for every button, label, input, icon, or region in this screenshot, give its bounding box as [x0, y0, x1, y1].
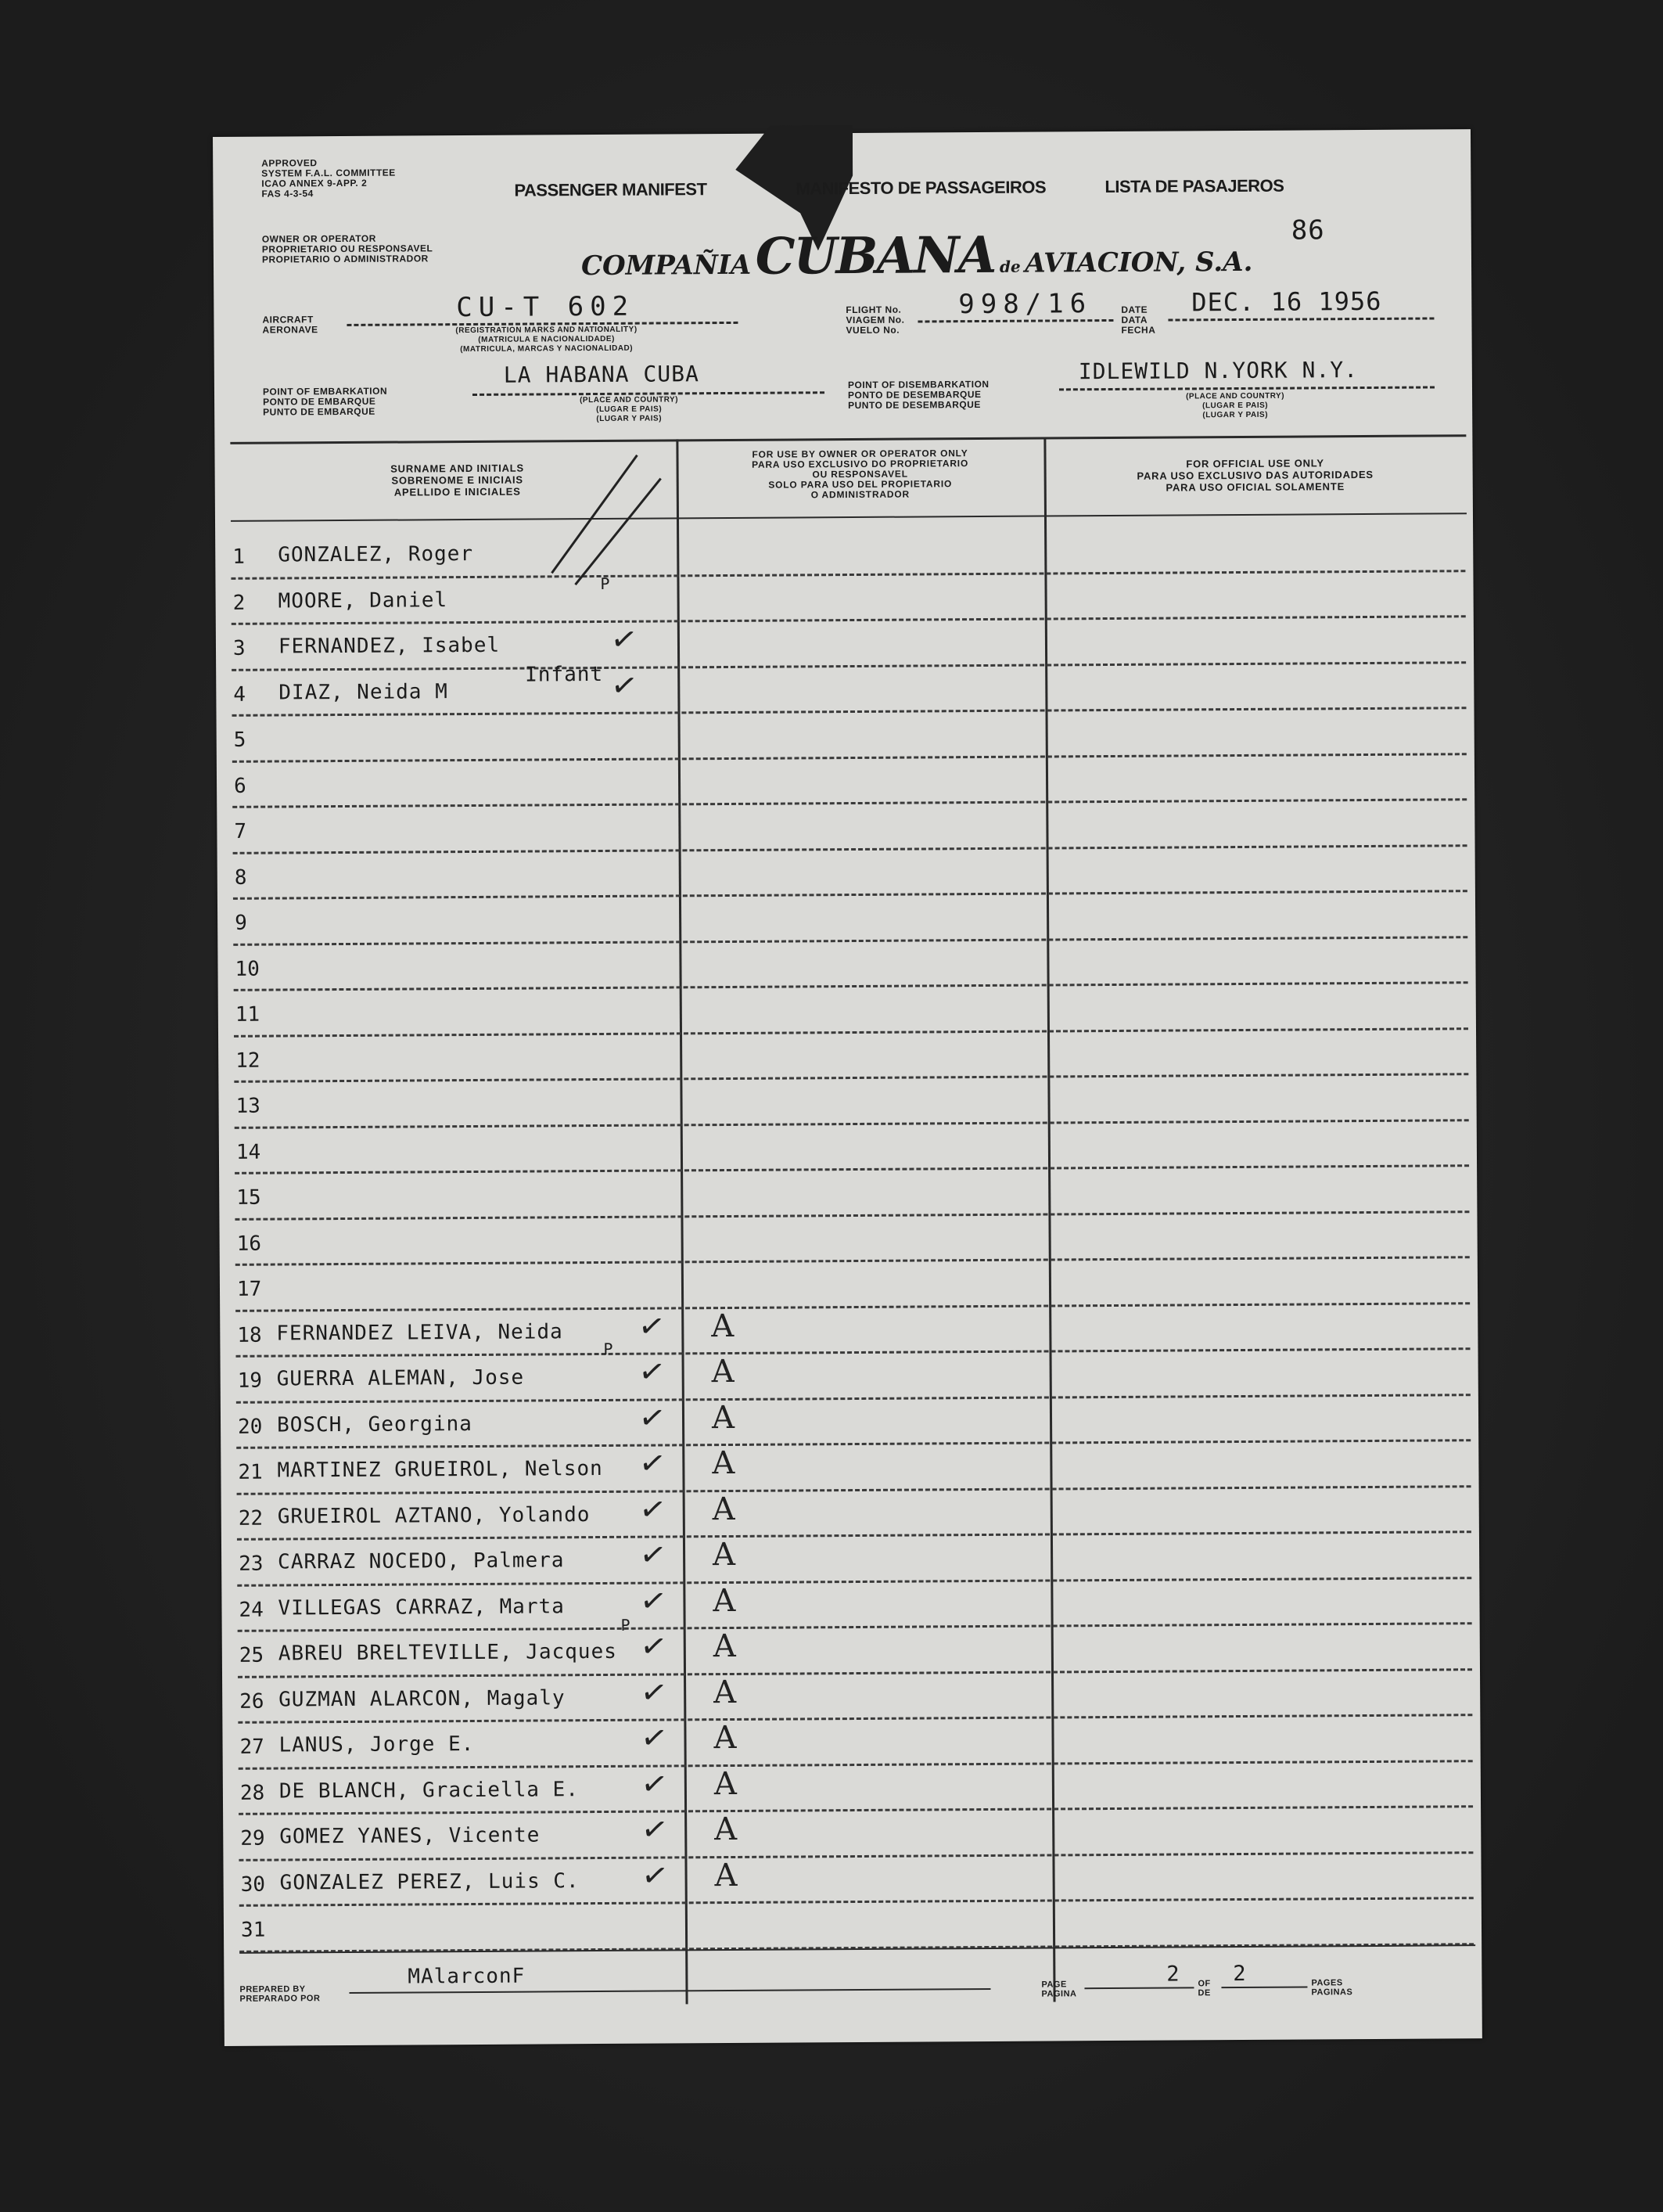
aircraft-label [262, 315, 318, 335]
row-number: 20 [237, 1415, 263, 1439]
disembarkation-label [848, 379, 990, 411]
date-label-es: FECHA [1121, 324, 1156, 336]
row-number: 6 [233, 774, 246, 798]
passenger-name: GUZMAN ALARCON, Magaly [278, 1685, 566, 1712]
disembarkation-sub: (LUGAR Y PAIS) [1202, 410, 1269, 420]
embarkation-value: LA HABANA CUBA [503, 361, 699, 388]
checkmark-icon: ✓ [636, 1352, 668, 1393]
prepared-label-es: PREPARADO POR [239, 1994, 321, 2004]
p-mark-row1: P [600, 574, 610, 593]
row-number: 12 [235, 1048, 260, 1073]
row-number: 2 [232, 591, 246, 615]
date-value: DEC. 16 1956 [1191, 286, 1382, 318]
embarkation-sublabels [543, 395, 715, 424]
operator-mark: A [711, 1353, 735, 1390]
row-number: 22 [238, 1506, 264, 1530]
row-rule [238, 1622, 1472, 1632]
column-divider-1 [676, 439, 688, 2004]
logo-compania: COMPAÑIA [580, 249, 752, 282]
row-number: 18 [237, 1323, 262, 1347]
pages-label [1311, 1978, 1352, 1997]
checkmark-icon: ✓ [638, 1672, 670, 1713]
row-number: 29 [240, 1826, 265, 1851]
flight-label-es: VUELO No. [846, 324, 900, 336]
column-divider-2 [1043, 437, 1055, 2002]
row-number: 8 [234, 865, 247, 890]
p-mark-row25: P [620, 1615, 630, 1635]
checkmark-icon: ✓ [638, 1627, 670, 1667]
row-rule [232, 707, 1467, 717]
checkmark-icon: ✓ [608, 665, 641, 706]
row-rule [235, 1302, 1470, 1312]
page-underline [1084, 1987, 1194, 1989]
infant-note: Infant [525, 662, 604, 687]
checkmark-icon: ✓ [637, 1489, 669, 1530]
column-header-line: PARA USO EXCLUSIVO DO PROPRIETARIO [752, 458, 969, 470]
prepared-label-en: PREPARED BY [239, 1984, 306, 1994]
row-rule [233, 936, 1467, 946]
aircraft-label-es: AERONAVE [262, 324, 318, 336]
logo-aviacion: AVIACION, S.A. [1025, 246, 1253, 279]
row-rule [239, 1760, 1473, 1770]
row-rule [234, 1073, 1468, 1083]
pages-label-es: PAGINAS [1311, 1987, 1353, 1998]
disembarkation-label-es: PUNTO DE DESEMBARQUE [848, 399, 981, 412]
operator-mark: A [713, 1719, 737, 1757]
embarkation-sub: (LUGAR E PAIS) [596, 405, 663, 415]
page-label-en: PAGE [1041, 1980, 1067, 1990]
page-label [1041, 1980, 1076, 1998]
logo-de: de [999, 257, 1021, 276]
disembarkation-value: IDLEWILD N.YORK N.Y. [1078, 357, 1359, 385]
pen-strike-marks [543, 431, 669, 588]
approval-line: SYSTEM F.A.L. COMMITTEE [261, 167, 396, 179]
operator-mark: A [714, 1811, 738, 1848]
checkmark-icon: ✓ [638, 1810, 671, 1851]
disembarkation-label-en: POINT OF DISEMBARKATION [847, 378, 990, 391]
date-label-pt: DATA [1121, 314, 1148, 326]
prepared-underline [349, 1988, 990, 1994]
column-header-line: SOLO PARA USO DEL PROPIETARIO [768, 478, 953, 491]
flight-underline [918, 319, 1113, 323]
row-rule [233, 890, 1467, 900]
column-header-line: PARA USO EXCLUSIVO DAS AUTORIDADES [1137, 468, 1374, 482]
checkmark-icon: ✓ [635, 1306, 668, 1347]
row-rule [239, 1851, 1473, 1861]
disembarkation-label-pt: PONTO DE DESEMBARQUE [847, 389, 982, 401]
operator-label [262, 233, 433, 264]
row-rule [234, 1027, 1468, 1038]
passenger-name: GONZALEZ, Roger [278, 541, 474, 567]
aircraft-label-en: AIRCRAFT [262, 314, 314, 326]
row-number: 26 [239, 1689, 264, 1714]
row-rule [232, 661, 1466, 671]
row-rule [237, 1577, 1471, 1587]
of-label-es: DE [1198, 1988, 1211, 1998]
row-rule [237, 1530, 1471, 1541]
operator-label-pt: PROPRIETARIO OU RESPONSAVEL [261, 243, 433, 255]
row-number: 9 [235, 911, 247, 935]
embarkation-sub: (LUGAR Y PAIS) [596, 414, 663, 424]
checkmark-icon: ✓ [638, 1718, 670, 1759]
flight-label-en: FLIGHT No. [846, 304, 902, 316]
page-value: 2 [1166, 1962, 1180, 1987]
passenger-name: VILLEGAS CARRAZ, Marta [278, 1594, 565, 1620]
row-rule [232, 753, 1467, 763]
column-header-line: PARA USO OFICIAL SOLAMENTE [1166, 480, 1345, 494]
checkmark-icon: ✓ [638, 1764, 671, 1804]
column-header-line: APELLIDO E INICIALES [393, 485, 521, 498]
passenger-name: FERNANDEZ LEIVA, Neida [276, 1319, 563, 1346]
passenger-name: GRUEIROL AZTANO, Yolando [277, 1502, 591, 1529]
operator-mark: A [712, 1491, 735, 1527]
operator-mark: A [711, 1307, 735, 1344]
row-number: 13 [235, 1094, 260, 1118]
checkmark-icon: ✓ [637, 1581, 670, 1621]
row-rule [235, 1119, 1469, 1129]
operator-mark: A [713, 1628, 736, 1665]
row-number: 30 [240, 1872, 266, 1897]
title-en: PASSENGER MANIFEST [514, 179, 707, 200]
row-number: 21 [238, 1460, 263, 1484]
row-rule [232, 798, 1467, 808]
date-underline [1168, 317, 1434, 321]
disembarkation-sub: (LUGAR E PAIS) [1202, 401, 1269, 411]
row-rule [235, 1164, 1469, 1174]
row-rule [232, 615, 1466, 625]
row-number: 4 [233, 682, 246, 707]
row-number: 10 [235, 957, 260, 981]
aircraft-sub: (REGISTRATION MARKS AND NATIONALITY) [455, 325, 638, 336]
approval-line: FAS 4-3-54 [261, 188, 314, 200]
checkmark-icon: ✓ [636, 1444, 669, 1484]
passenger-name: CARRAZ NOCEDO, Palmera [278, 1548, 565, 1574]
checkmark-icon: ✓ [638, 1855, 671, 1896]
row-number: 16 [236, 1232, 262, 1256]
column-header-line: O ADMINISTRADOR [810, 488, 910, 501]
row-number: 24 [239, 1598, 264, 1622]
logo-cubana: CUBANA [755, 225, 996, 286]
passenger-name: GUERRA ALEMAN, Jose [276, 1365, 525, 1391]
row-rule [236, 1439, 1471, 1449]
passenger-name: BOSCH, Georgina [276, 1412, 472, 1437]
operator-mark: A [713, 1674, 737, 1710]
aircraft-sub: (MATRICULA E NACIONALIDADE) [478, 334, 615, 344]
row-number: 19 [237, 1369, 263, 1393]
passenger-name: ABREU BRELTEVILLE, Jacques [278, 1639, 617, 1666]
operator-label-es: PROPIETARIO O ADMINISTRADOR [261, 253, 429, 265]
embarkation-sub: (PLACE AND COUNTRY) [580, 395, 679, 405]
row-number: 11 [235, 1002, 260, 1027]
aircraft-sub: (MATRICULA, MARCAS Y NACIONALIDAD) [460, 343, 634, 354]
table-top-border [230, 434, 1466, 444]
passenger-name: GOMEZ YANES, Vicente [279, 1823, 541, 1849]
column-header-line: SURNAME AND INITIALS [390, 462, 525, 475]
title-pt: MANIFESTO DE PASSAGEIROS [796, 177, 1047, 199]
embarkation-label-pt: PONTO DE EMBARQUE [263, 395, 376, 408]
row-number: 28 [239, 1781, 265, 1805]
prepared-label [239, 1984, 320, 2004]
disembarkation-underline [1059, 386, 1435, 390]
page-number-top: 86 [1291, 214, 1325, 246]
row-rule [237, 1485, 1471, 1495]
row-rule [239, 1897, 1474, 1907]
column-header-line: OU RESPONSAVEL [812, 468, 908, 480]
approval-block [261, 158, 396, 200]
operator-mark: A [713, 1765, 737, 1802]
flight-label-pt: VIAGEM No. [846, 314, 905, 326]
operator-mark: A [714, 1857, 738, 1894]
of-underline [1221, 1986, 1307, 1988]
disembarkation-sublabels [1137, 391, 1333, 421]
manifest-sheet [213, 129, 1482, 2046]
row-number: 7 [234, 819, 247, 843]
row-number: 1 [232, 545, 246, 569]
embarkation-label-es: PUNTO DE EMBARQUE [263, 405, 375, 418]
row-rule [233, 844, 1467, 854]
disembarkation-sub: (PLACE AND COUNTRY) [1186, 391, 1285, 401]
passenger-name: FERNANDEZ, Isabel [278, 633, 501, 659]
checkmark-icon: ✓ [636, 1397, 669, 1438]
row-rule [238, 1714, 1472, 1724]
row-number: 15 [236, 1185, 261, 1210]
row-number: 17 [236, 1277, 262, 1301]
column-header-operator [684, 448, 1036, 502]
of-value: 2 [1233, 1961, 1247, 1987]
operator-mark: A [712, 1536, 736, 1574]
row-rule [234, 981, 1468, 991]
operator-mark: A [713, 1582, 736, 1619]
row-number: 23 [239, 1552, 264, 1576]
operator-label-en: OWNER OR OPERATOR [261, 232, 376, 245]
p-mark-row19: P [603, 1339, 613, 1358]
pen-stroke [551, 455, 661, 585]
passenger-name: GONZALEZ PEREZ, Luis C. [279, 1869, 580, 1895]
column-header-line: FOR USE BY OWNER OR OPERATOR ONLY [752, 448, 968, 460]
operator-mark: A [712, 1444, 735, 1482]
aircraft-sublabels [390, 325, 702, 354]
passenger-name: DE BLANCH, Graciella E. [278, 1777, 580, 1804]
embarkation-label-en: POINT OF EMBARKATION [262, 385, 388, 397]
page-label-es: PAGINA [1041, 1989, 1077, 1999]
company-logo [581, 225, 1253, 287]
row-number: 3 [232, 636, 246, 660]
date-label [1121, 305, 1155, 336]
prepared-by-value: MAlarconF [408, 1964, 526, 1989]
operator-mark: A [711, 1399, 735, 1436]
row-number: 14 [235, 1140, 261, 1164]
title-es: LISTA DE PASAJEROS [1104, 175, 1284, 197]
passenger-name: MARTINEZ GRUEIROL, Nelson [277, 1456, 603, 1483]
flight-label [846, 305, 904, 336]
of-label [1198, 1979, 1210, 1998]
embarkation-label [263, 387, 387, 418]
row-rule [239, 1805, 1473, 1815]
row-number: 27 [239, 1735, 264, 1759]
checkmark-icon: ✓ [608, 620, 641, 660]
passenger-name: LANUS, Jorge E. [278, 1732, 475, 1757]
of-label-en: OF [1198, 1979, 1211, 1989]
column-header-line: FOR OFFICIAL USE ONLY [1186, 457, 1324, 470]
row-number: 31 [240, 1918, 266, 1942]
passenger-name: DIAZ, Neida M [278, 679, 448, 704]
row-number: 5 [233, 728, 246, 752]
row-rule [236, 1394, 1471, 1404]
passenger-name: MOORE, Daniel [278, 588, 448, 613]
aircraft-value: CU-T 602 [456, 290, 635, 324]
flight-value: 998/16 [958, 288, 1093, 321]
row-rule [236, 1347, 1471, 1358]
row-rule [235, 1256, 1470, 1266]
row-rule [238, 1668, 1472, 1678]
date-label-en: DATE [1121, 304, 1148, 315]
row-rule [231, 570, 1465, 580]
pages-label-en: PAGES [1311, 1978, 1343, 1988]
header-bottom-border [231, 513, 1467, 522]
approval-line: ICAO ANNEX 9-APP. 2 [261, 177, 368, 189]
column-header-line: SOBRENOME E INICIAIS [391, 473, 523, 487]
approval-line: APPROVED [261, 157, 318, 169]
row-rule [235, 1210, 1469, 1221]
column-header-official [1052, 456, 1459, 494]
row-number: 25 [239, 1643, 264, 1667]
checkmark-icon: ✓ [637, 1535, 670, 1576]
